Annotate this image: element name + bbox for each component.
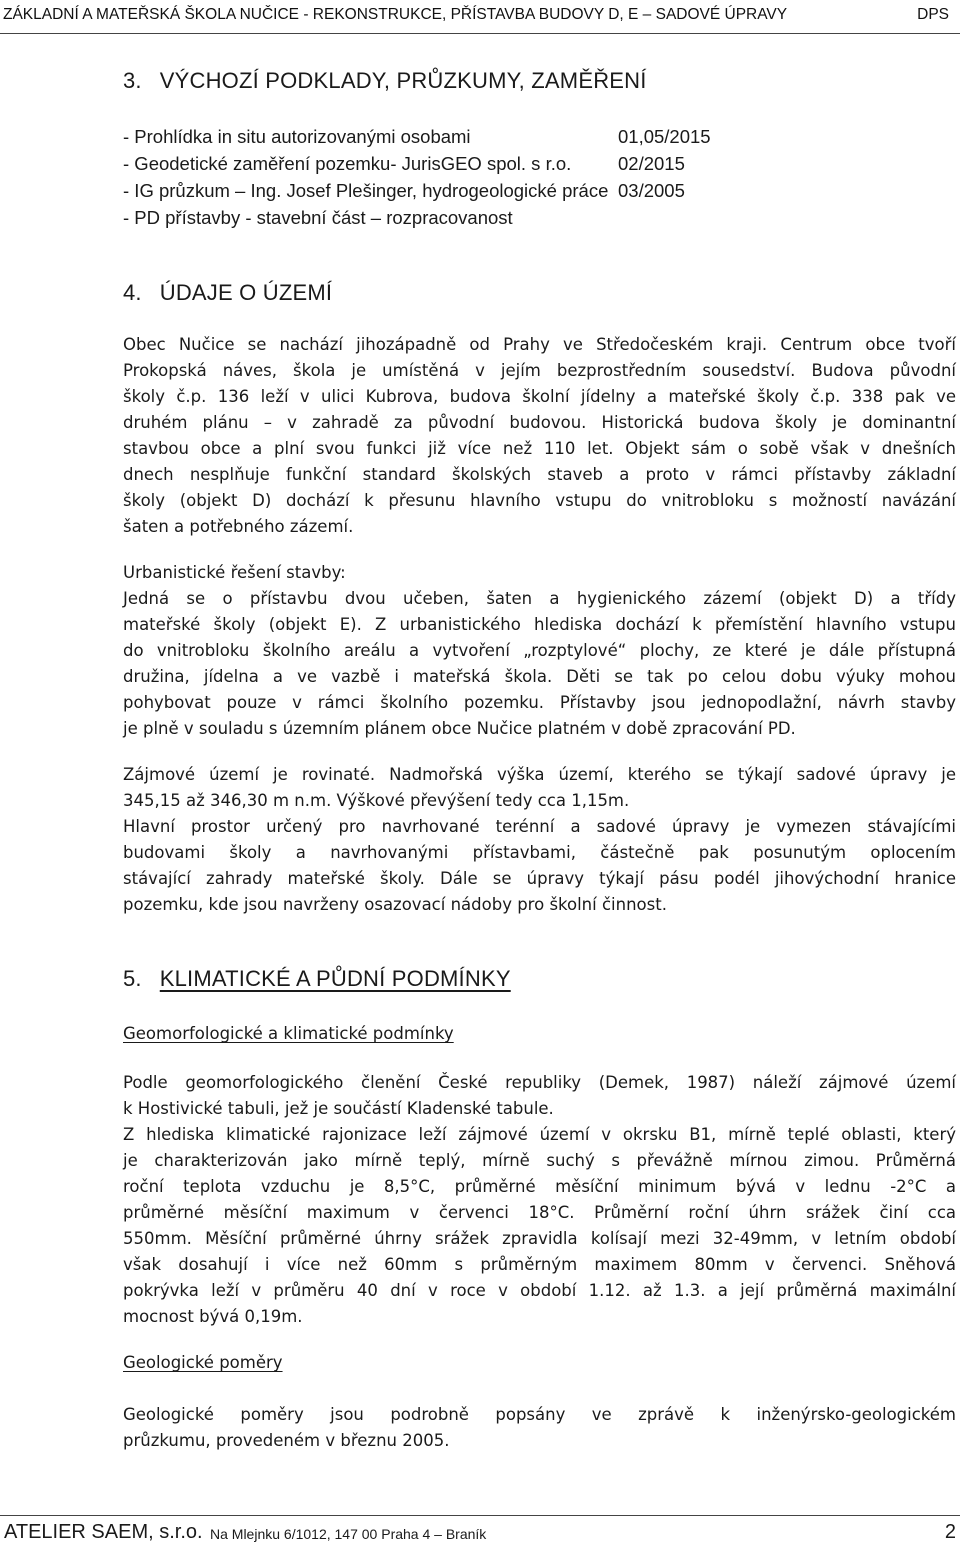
text-line: stavbou obce a plní svou funkci již více než 110 let. Objekt sám o sobě však v dnešních	[123, 439, 956, 458]
source-label: - IG průzkum – Ing. Josef Plešinger, hydrogeologické práce	[123, 180, 609, 201]
header-code: DPS	[917, 6, 949, 23]
text-line: 345,15 až 346,30 m n.m. Výškové převýšení tedy cca 1,15m.	[123, 791, 630, 810]
section-3-heading	[123, 68, 647, 94]
terrain-paragraph	[123, 762, 956, 918]
urban-paragraph	[123, 586, 956, 742]
text-line: roční teplota vzduchu je 8,5°C, průměrné měsíční minimum bývá v lednu -2°C a	[123, 1177, 956, 1196]
text-line: Prokopská náves, škola je umístěná v jejím bezprostředním sousedství. Budova původní	[123, 361, 956, 380]
page-footer	[0, 1521, 960, 1545]
text-line: průzkumu, provedeném v březnu 2005.	[123, 1431, 450, 1450]
page-number: 2	[944, 1521, 956, 1543]
text-line: školy č.p. 136 leží v ulici Kubrova, budova školní jídelny a mateřské školy č.p. 338 pak ve	[123, 387, 956, 406]
source-date: 03/2005	[618, 180, 685, 201]
footer-firm: ATELIER SAEM, s.r.o.	[4, 1521, 203, 1543]
section-5-title: KLIMATICKÉ A PŮDNÍ PODMÍNKY	[159, 966, 511, 991]
section-3-title: VÝCHOZÍ PODKLADY, PRŮZKUMY, ZAMĚŘENÍ	[159, 68, 647, 93]
footer-divider	[0, 1515, 960, 1516]
section-3-number: 3.	[123, 68, 142, 93]
page-header	[0, 3, 955, 27]
text-line: Geologické poměry jsou podrobně popsány ve zprávě k inženýrsko-geologickém	[123, 1405, 956, 1424]
source-label: - Prohlídka in situ autorizovanými osobami	[123, 126, 471, 147]
climate-paragraph	[123, 1122, 956, 1330]
text-line: Zájmové území je rovinaté. Nadmořská výška území, kterého se týkají sadové úpravy je	[123, 765, 956, 784]
geology-heading: Geologické poměry	[123, 1353, 283, 1372]
text-line: stávající zahrady mateřské školy. Dále se úpravy týkají pásu podél jihovýchodní hranice	[123, 869, 956, 888]
text-line: školy (objekt D) dochází k přesunu hlavního vstupu do vnitrobloku s možností navázání	[123, 491, 956, 510]
header-divider	[0, 33, 960, 34]
footer-address: Na Mlejnku 6/1012, 147 00 Praha 4 – Braník	[210, 1526, 487, 1542]
section-5-number: 5.	[123, 966, 142, 991]
text-line: druhém plánu – v zahradě za původní budovou. Historická budova školy je dominantní	[123, 413, 956, 432]
text-line: 550mm. Měsíční průměrné úhrny srážek zpravidla kolísají mezi 32-49mm, v letním období	[123, 1229, 956, 1248]
territory-paragraph	[123, 332, 956, 540]
section-4-number: 4.	[123, 280, 142, 305]
section-4-title: ÚDAJE O ÚZEMÍ	[159, 280, 333, 305]
text-line: Podle geomorfologického členění České republiky (Demek, 1987) náleží zájmové území	[123, 1073, 956, 1092]
text-line: dnech nesplňuje funkční standard školských staveb a proto v rámci přístavby základní	[123, 465, 956, 484]
geology-paragraph	[123, 1402, 956, 1454]
text-line: Jedná se o přístavbu dvou učeben, šaten a hygienického zázemí (objekt D) a třídy	[123, 589, 956, 608]
header-title: ZÁKLADNÍ A MATEŘSKÁ ŠKOLA NUČICE - REKONSTRUKCE, PŘÍSTAVBA BUDOVY D, E – SADOVÉ ÚPRAVY	[3, 6, 788, 23]
source-date: 02/2015	[618, 153, 685, 174]
text-line: Obec Nučice se nachází jihozápadně od Prahy ve Středočeském kraji. Centrum obce tvoří	[123, 335, 956, 354]
text-line: je charakterizován jako mírně teplý, mírně suchý s převážně mírnou zimou. Průměrná	[123, 1151, 956, 1170]
text-line: do vnitrobloku školního areálu a vytvoření „rozptylové“ plochy, ze které je dále přístupná	[123, 641, 956, 660]
text-line: však dosahují i více než 60mm s průměrným maximem 80mm v červenci. Sněhová	[123, 1255, 956, 1274]
text-line: je plně v souladu s územním plánem obce Nučice platném v době zpracování PD.	[123, 719, 796, 738]
section-5-heading	[123, 966, 511, 992]
urban-heading: Urbanistické řešení stavby:	[123, 563, 346, 582]
text-line: průměrné měsíční maximum v červenci 18°C. Průměrní roční úhrn srážek činí cca	[123, 1203, 956, 1222]
source-date: 01,05/2015	[618, 126, 711, 147]
text-line: pohybovat pouze v rámci školního pozemku. Přístavby jsou jednopodlažní, návrh stavby	[123, 693, 956, 712]
text-line: družina, jídelna a ve vazbě i mateřská škola. Děti se tak po celou dobu výuky mohou	[123, 667, 956, 686]
source-label: - PD přístavby - stavební část – rozpracovanost	[123, 207, 513, 228]
text-line: pokrývka leží v průměru 40 dní v roce v období 1.12. až 1.3. a její průměrná maximální	[123, 1281, 956, 1300]
geomorphology-heading: Geomorfologické a klimatické podmínky	[123, 1024, 454, 1043]
text-line: budovami školy a navrhovanými přístavbami, částečně pak posunutým oplocením	[123, 843, 956, 862]
text-line: mateřské školy (objekt E). Z urbanistického hlediska dochází k přemístění hlavního vstupu	[123, 615, 956, 634]
text-line: šaten a potřebného zázemí.	[123, 517, 354, 536]
text-line: pozemku, kde jsou navrženy osazovací nádoby pro školní činnost.	[123, 895, 667, 914]
section-4-heading	[123, 280, 332, 306]
text-line: mocnost bývá 0,19m.	[123, 1307, 303, 1326]
geomorphology-paragraph	[123, 1070, 956, 1122]
text-line: Z hlediska klimatické rajonizace leží zájmové území v okrsku B1, mírně teplé oblasti, který	[123, 1125, 956, 1144]
text-line: Hlavní prostor určený pro navrhované terénní a sadové úpravy je vymezen stávajícími	[123, 817, 956, 836]
text-line: k Hostivické tabuli, jež je součástí Kladenské tabule.	[123, 1099, 554, 1118]
source-label: - Geodetické zaměření pozemku- JurisGEO spol. s r.o.	[123, 153, 572, 174]
